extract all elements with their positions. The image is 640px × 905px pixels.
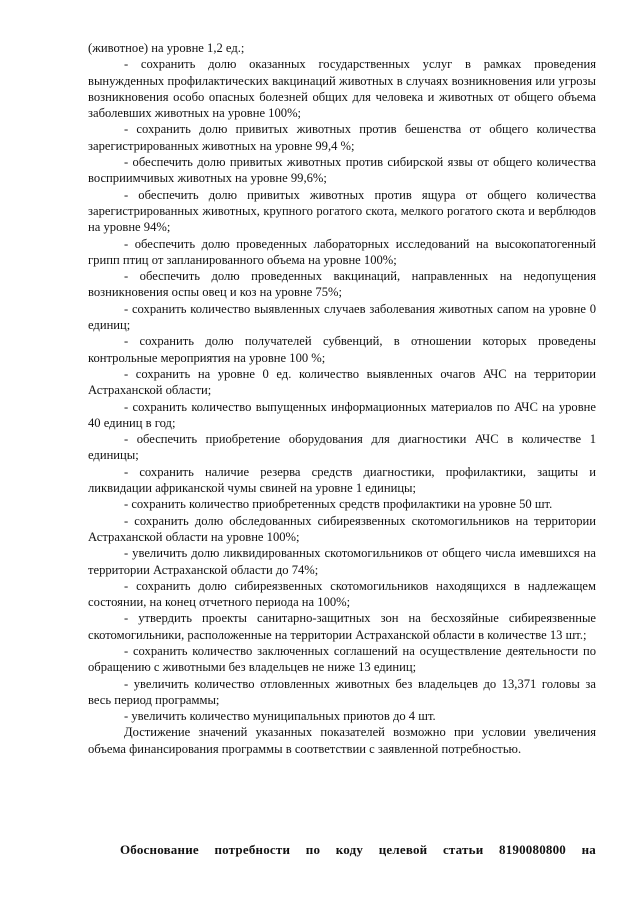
list-item: - обеспечить приобретение оборудования для диагностики АЧС в количестве 1 единицы;: [88, 432, 596, 463]
list-item: - сохранить наличие резерва средств диагностики, профилактики, защиты и ликвидации африканской чумы свиней на уровне 1 единицы;: [88, 464, 596, 496]
list-item: - увеличить долю ликвидированных скотомогильников от общего числа имевшихся на территории Астраханской области до 74%;: [88, 546, 596, 577]
list-item: - увеличить количество муниципальных приютов до 4 шт.: [124, 709, 436, 724]
section-title: Обоснование потребности по коду целевой статьи 8190080800 на: [120, 842, 596, 857]
list-item: - обеспечить долю проведенных вакцинаций, направленных на недопущения возникновения оспы овец и коз на уровне 75%;: [88, 269, 596, 300]
list-item: - сохранить долю обследованных сибиреязвенных скотомогильников на территории Астраханской области на уровне 100%;: [88, 513, 596, 544]
list-item: - обеспечить долю привитых животных против сибирской язвы от общего количества восприимчивых животных на уровне 99,6%;: [88, 155, 596, 186]
list-item: - сохранить долю получателей субвенций, в отношении которых проведены контрольные мероприятия на уровне 100 %;: [88, 334, 596, 365]
list-item: - утвердить проекты санитарно-защитных зон на бесхозяйные сибиреязвенные скотомогильники, расположенные на территории Астраханской области в количестве 13 шт.;: [88, 611, 596, 642]
list-item: - сохранить долю привитых животных против бешенства от общего количества зарегистрированных животных на уровне 99,4 %;: [88, 122, 596, 153]
paragraph: (животное) на уровне 1,2 ед.;: [88, 41, 245, 55]
list-item: - сохранить количество заключенных соглашений на осуществление деятельности по обращению с животными без владельцев не ниже 13 единиц;: [88, 643, 596, 675]
list-item: - сохранить долю сибиреязвенных скотомогильников находящихся в надлежащем состоянии, на конец отчетного периода на 100%;: [88, 578, 596, 610]
list-item: - обеспечить долю проведенных лабораторных исследований на высокопатогенный грипп птиц от запланированного объема на уровне 100%;: [88, 236, 596, 267]
list-item: - сохранить на уровне 0 ед. количество выявленных очагов АЧС на территории Астраханской области;: [88, 366, 596, 398]
list-item: - сохранить долю оказанных государственных услуг в рамках проведения вынужденных профилактических вакцинаций животных в случаях возникновения или угрозы возникновения особо опасных болезней общих для человека и животных от общего объема заболевших животных на уровне 100%;: [88, 57, 596, 121]
list-item: - сохранить количество приобретенных средств профилактики на уровне 50 шт.: [124, 497, 553, 512]
list-item: - обеспечить долю привитых животных против ящура от общего количества зарегистрированных животных, крупного рогатого скота, мелкого рогатого скота и верблюдов на уровне 94%;: [88, 187, 596, 235]
conclusion-paragraph: Достижение значений указанных показателей возможно при условии увеличения объема финансирования программы в соответствии с заявленной потребностью.: [88, 725, 596, 756]
list-item: - увеличить количество отловленных животных без владельцев до 13,371 головы за весь период программы;: [88, 676, 596, 707]
list-item: - сохранить количество выявленных случаев заболевания животных сапом на уровне 0 единиц;: [88, 301, 596, 333]
document-body: [88, 40, 596, 757]
list-item: - сохранить количество выпущенных информационных материалов по АЧС на уровне 40 единиц в год;: [88, 399, 596, 430]
